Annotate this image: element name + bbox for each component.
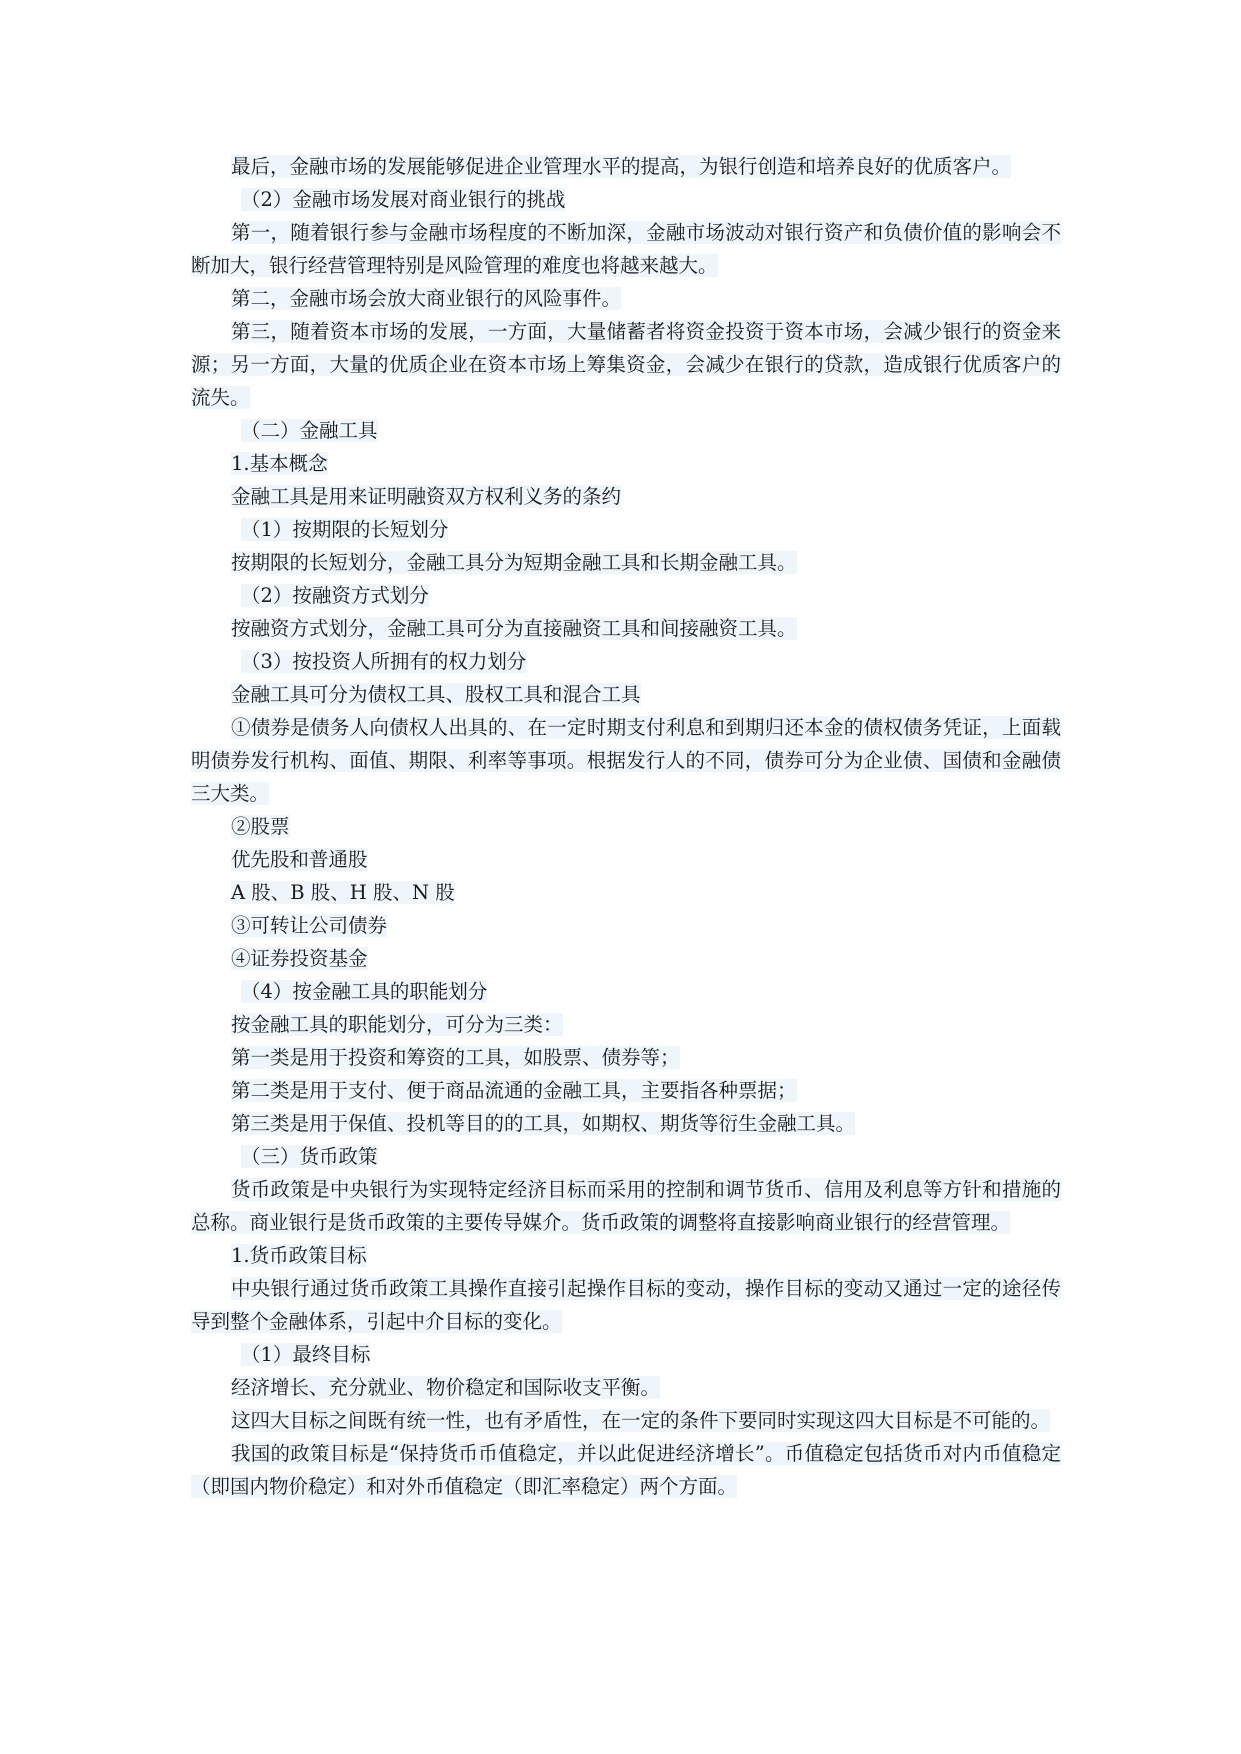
paragraph xyxy=(191,447,1061,480)
paragraph xyxy=(191,216,1061,282)
paragraph-text: 第二，金融市场会放大商业银行的风险事件。 xyxy=(231,287,622,310)
section-heading xyxy=(191,513,1061,546)
paragraph-text: 按金融工具的职能划分，可分为三类： xyxy=(231,1013,563,1036)
paragraph-text: 优先股和普通股 xyxy=(231,848,368,871)
paragraph xyxy=(191,1272,1061,1338)
paragraph xyxy=(191,876,1061,909)
paragraph xyxy=(191,843,1061,876)
paragraph-text: 我国的政策目标是“保持货币币值稳定，并以此促进经济增长”。币值稳定包括货币对内币值稳定（即国内物价稳定）和对外币值稳定（即汇率稳定）两个方面。 xyxy=(191,1442,1061,1498)
section-heading xyxy=(191,645,1061,678)
paragraph xyxy=(191,1371,1061,1404)
paragraph xyxy=(191,315,1061,414)
paragraph-text: 按期限的长短划分，金融工具分为短期金融工具和长期金融工具。 xyxy=(231,551,797,574)
paragraph xyxy=(191,282,1061,315)
paragraph-text: （2）金融市场发展对商业银行的挑战 xyxy=(241,188,566,211)
paragraph-text: 金融工具是用来证明融资双方权利义务的条约 xyxy=(231,485,622,508)
paragraph xyxy=(191,1173,1061,1239)
section-heading xyxy=(191,975,1061,1008)
paragraph-text: （4）按金融工具的职能划分 xyxy=(241,980,488,1003)
section-heading xyxy=(191,579,1061,612)
section-heading xyxy=(191,183,1061,216)
paragraph xyxy=(191,546,1061,579)
paragraph-text: 金融工具可分为债权工具、股权工具和混合工具 xyxy=(231,683,641,706)
paragraph-text: ①债券是债务人向债权人出具的、在一定时期支付利息和到期归还本金的债权债务凭证，上面载明债券发行机构、面值、期限、利率等事项。根据发行人的不同，债券可分为企业债、国债和金融债三大类。 xyxy=(191,716,1061,805)
paragraph xyxy=(191,480,1061,513)
paragraph-text: ③可转让公司债券 xyxy=(231,914,388,937)
paragraph-text: 第三，随着资本市场的发展，一方面，大量储蓄者将资金投资于资本市场，会减少银行的资金来源；另一方面，大量的优质企业在资本市场上筹集资金，会减少在银行的贷款，造成银行优质客户的流失。 xyxy=(191,320,1061,409)
paragraph-text: （三）货币政策 xyxy=(241,1145,378,1168)
section-heading xyxy=(191,1140,1061,1173)
paragraph-text: 1.基本概念 xyxy=(231,452,328,475)
paragraph xyxy=(191,1041,1061,1074)
paragraph-text: 第二类是用于支付、便于商品流通的金融工具，主要指各种票据； xyxy=(231,1079,797,1102)
paragraph-text: A 股、B 股、H 股、N 股 xyxy=(231,881,455,904)
paragraph xyxy=(191,1437,1061,1503)
paragraph-text: 中央银行通过货币政策工具操作直接引起操作目标的变动，操作目标的变动又通过一定的途径传导到整个金融体系，引起中介目标的变化。 xyxy=(191,1277,1061,1333)
paragraph xyxy=(191,942,1061,975)
section-heading xyxy=(191,414,1061,447)
paragraph-text: 货币政策是中央银行为实现特定经济目标而采用的控制和调节货币、信用及利息等方针和措施的总称。商业银行是货币政策的主要传导媒介。货币政策的调整将直接影响商业银行的经营管理。 xyxy=(191,1178,1061,1234)
paragraph-text: 这四大目标之间既有统一性，也有矛盾性，在一定的条件下要同时实现这四大目标是不可能的。 xyxy=(231,1409,1051,1432)
paragraph-text: （1）按期限的长短划分 xyxy=(241,518,449,541)
paragraph xyxy=(191,1074,1061,1107)
paragraph-text: （3）按投资人所拥有的权力划分 xyxy=(241,650,527,673)
paragraph-text: （二）金融工具 xyxy=(241,419,378,442)
paragraph-text: 经济增长、充分就业、物价稳定和国际收支平衡。 xyxy=(231,1376,661,1399)
paragraph xyxy=(191,150,1061,183)
paragraph xyxy=(191,678,1061,711)
paragraph-text: 1.货币政策目标 xyxy=(231,1244,367,1267)
paragraph-text: 第一，随着银行参与金融市场程度的不断加深，金融市场波动对银行资产和负债价值的影响会不断加大，银行经营管理特别是风险管理的难度也将越来越大。 xyxy=(191,221,1061,277)
paragraph-text: （1）最终目标 xyxy=(241,1343,371,1366)
document-body xyxy=(191,150,1061,1503)
paragraph-text: 按融资方式划分，金融工具可分为直接融资工具和间接融资工具。 xyxy=(231,617,797,640)
paragraph-text: ④证券投资基金 xyxy=(231,947,368,970)
section-heading xyxy=(191,1338,1061,1371)
paragraph xyxy=(191,1008,1061,1041)
paragraph xyxy=(191,1239,1061,1272)
paragraph-text: 第一类是用于投资和筹资的工具，如股票、债券等； xyxy=(231,1046,680,1069)
paragraph-text: （2）按融资方式划分 xyxy=(241,584,429,607)
paragraph xyxy=(191,1107,1061,1140)
paragraph-text: 第三类是用于保值、投机等目的的工具，如期权、期货等衍生金融工具。 xyxy=(231,1112,856,1135)
paragraph xyxy=(191,909,1061,942)
paragraph xyxy=(191,810,1061,843)
paragraph-text: ②股票 xyxy=(231,815,290,838)
paragraph xyxy=(191,1404,1061,1437)
paragraph xyxy=(191,612,1061,645)
paragraph-text: 最后，金融市场的发展能够促进企业管理水平的提高，为银行创造和培养良好的优质客户。 xyxy=(231,155,1012,178)
paragraph xyxy=(191,711,1061,810)
